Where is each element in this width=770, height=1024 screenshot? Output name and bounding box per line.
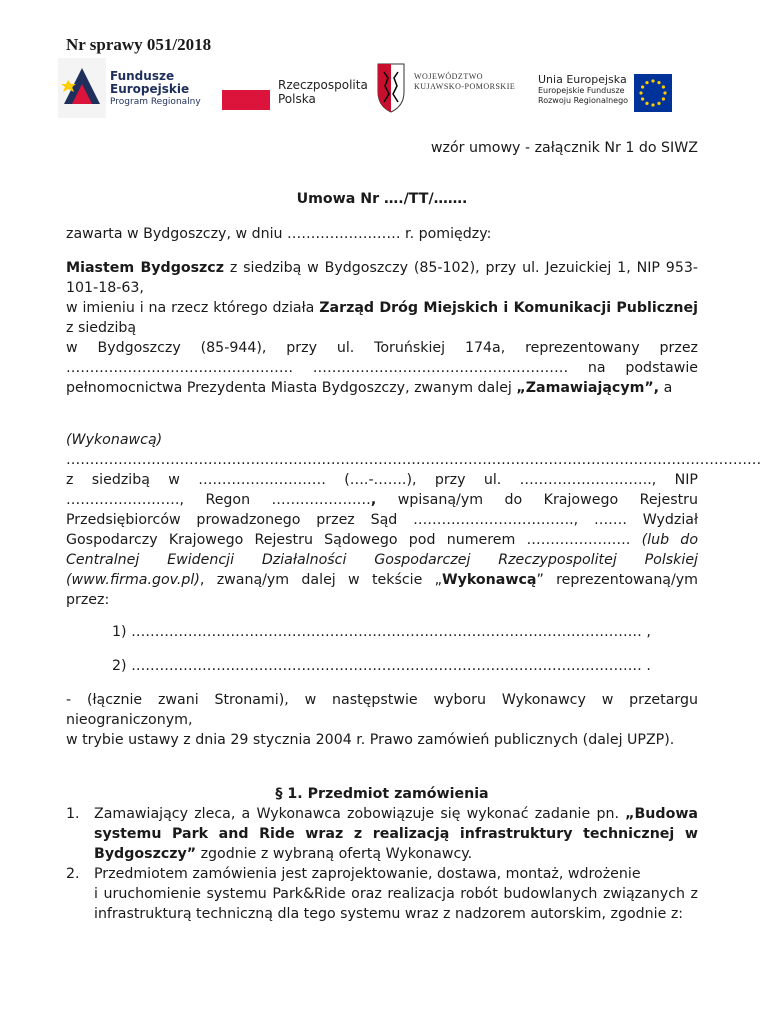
law-line: w trybie ustawy z dnia 29 stycznia 2004 r. Prawo zamówień publicznych (dalej UPZP).: [66, 732, 675, 748]
fe-line2: Europejskie: [110, 82, 190, 96]
annex-label: wzór umowy - załącznik Nr 1 do SIWZ: [430, 140, 698, 156]
party1-l3: w Bydgoszczy (85-944), przy ul. Toruńskiej 174a, reprezentowany przez ………………………………………… ……………………………………………… na podstawie pełnomocnictwa Prezydenta Miasta Bydgoszczy, zwanym dalej: [66, 340, 698, 396]
eu-flag-icon: [634, 74, 672, 112]
made-in-line: zawarta w Bydgoszczy, w dniu …………………… r. pomiędzy:: [66, 226, 492, 242]
logo-bar: [58, 58, 698, 128]
contractor-italic: (lub do Centralnej Ewidencji Działalności Gospodarczej Rzeczypospolitej Polskiej (www.firma.gov.pl): [66, 532, 698, 588]
representative-2: 2) ……………………………………………………………………………………………… .: [112, 658, 651, 674]
fe-line1: Fundusze: [110, 69, 175, 83]
fe-emblem-icon: [58, 58, 106, 118]
party1-paragraph: [66, 258, 698, 398]
contractor-l3b: ” reprezentowaną/ym przez:: [66, 572, 698, 608]
party1-l2b: z siedzibą: [66, 320, 137, 336]
eu-line2: Europejskie Fundusze: [538, 86, 625, 95]
eu-line3: Rozwoju Regionalnego: [538, 96, 629, 105]
rzeczpospolita-polska-logo: [222, 58, 372, 124]
zdmikp-name: Zarząd Dróg Miejskich i Komunikacji Publicznej: [319, 300, 699, 316]
contractor-comma: ,: [370, 492, 377, 508]
eu-line1: Unia Europejska: [538, 73, 627, 86]
item2-text-b: i uruchomienie systemu Park&Ride oraz realizacja robót budowlanych związanych z infrastrukturą techniczną dla tego systemu wraz z nadzorem autorskim, zgodnie z:: [94, 886, 698, 922]
item-number: 2.: [66, 866, 80, 882]
rp-line2: Polska: [278, 92, 316, 106]
kp-line2: KUJAWSKO-POMORSKIE: [414, 82, 516, 91]
contractor-paragraph: [66, 430, 762, 610]
item1-text-b: zgodnie z wybraną ofertą Wykonawcy.: [196, 846, 473, 862]
party1-end: a: [659, 380, 673, 396]
contractor-dots: …………………………………………………………………………………………………………………………………: [66, 452, 762, 468]
list-item: [66, 864, 698, 924]
parties-line: - (łącznie zwani Stronami), w następstwie wyboru Wykonawcy w przetargu nieograniczonym,: [66, 692, 698, 728]
party1-rest: z siedzibą w Bydgoszczy (85-102), przy ul. Jezuickiej 1, NIP 953-101-18-63,: [66, 260, 698, 296]
fundusze-europejskie-logo: [58, 58, 208, 124]
item1-text-a: Zamawiający zleca, a Wykonawca zobowiązuje się wykonać zadanie pn.: [94, 806, 626, 822]
party1-alias: „Zamawiającym”,: [516, 380, 660, 396]
fe-line3: Program Regionalny: [110, 97, 201, 107]
contractor-l2: z siedzibą w ……………………… (….-…….), przy ul. ………………………., NIP ……………………, Regon …………………: [66, 472, 698, 508]
party1-l2: w imieniu i na rzecz którego działa: [66, 300, 320, 316]
rp-line1: Rzeczpospolita: [278, 78, 368, 92]
kp-line1: WOJEWÓDZTWO: [414, 72, 484, 81]
item-number: 1.: [66, 806, 80, 822]
party1-name: Miastem Bydgoszcz: [66, 260, 224, 276]
contractor-l3: , zwaną/ym dalej w tekście „: [199, 572, 442, 588]
list-item: [66, 804, 698, 864]
representative-1: 1) ……………………………………………………………………………………………… ,: [112, 624, 651, 640]
unia-europejska-logo: [538, 58, 698, 124]
item2-text-a: Przedmiotem zamówienia jest zaprojektowanie, dostawa, montaż, wdrożenie: [94, 866, 641, 882]
parties-paragraph: [66, 690, 698, 750]
contract-title: Umowa Nr …./TT/…….: [296, 191, 468, 207]
contractor-label: (Wykonawcą): [66, 432, 163, 448]
kujawsko-pomorskie-logo: [376, 58, 526, 124]
contractor-l2b: wpisaną/ym do Krajowego Rejestru Przedsiębiorców prowadzonego przez Sąd ……………………………., ……. Wydział Gospodarczy Krajowego Rejestru Sądowego pod numerem ………………….: [66, 492, 698, 548]
section-1-list: [66, 804, 698, 924]
coat-of-arms-icon: [376, 58, 406, 114]
case-number: Nr sprawy 051/2018: [66, 35, 212, 54]
polish-flag-icon: [222, 58, 270, 110]
contractor-alias: Wykonawcą: [441, 572, 537, 588]
item1-task-name: „Budowa systemu Park and Ride wraz z realizacją infrastruktury technicznej w Bydgoszczy”: [94, 806, 698, 862]
section-1-title: § 1. Przedmiot zamówienia: [275, 786, 489, 802]
